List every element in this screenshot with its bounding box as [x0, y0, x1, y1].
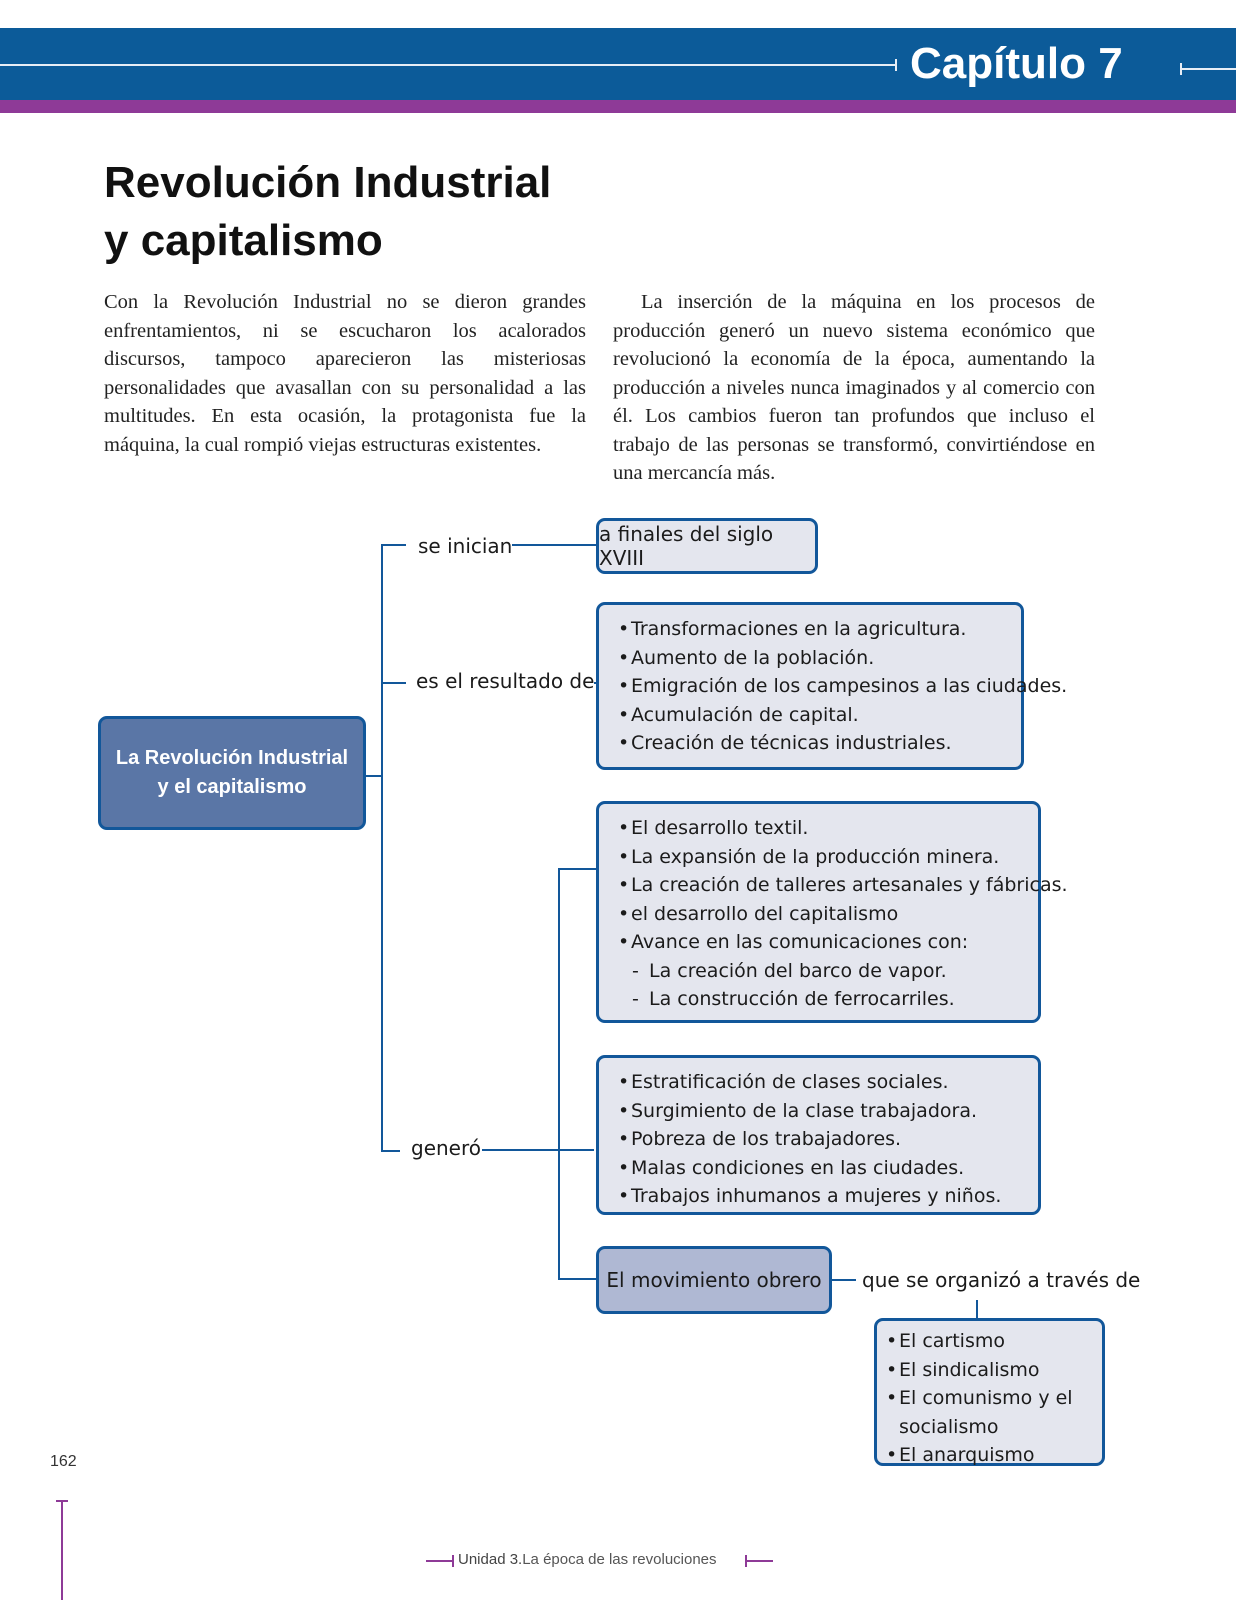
concept-main-node	[98, 716, 366, 830]
list-item: • La expansión de la producción minera.	[631, 843, 1038, 872]
chapter-header-stripe	[0, 100, 1236, 113]
list-item: • El desarrollo textil.	[631, 814, 1038, 843]
list-item: • El anarquismo	[899, 1441, 1102, 1470]
link-label-organizo: que se organizó a través de	[862, 1268, 1141, 1292]
header-rule-right	[1180, 68, 1236, 70]
formas-list	[899, 1327, 1102, 1470]
header-rule-left	[0, 64, 897, 66]
page-title-line-1: Revolución Industrial	[104, 158, 552, 207]
sub-list-item-text: La creación del barco de vapor.	[649, 959, 947, 982]
sub-list-item	[631, 957, 1038, 986]
list-item: • Emigración de los campesinos a las ciudades.	[631, 672, 1021, 701]
intro-paragraph-right: La inserción de la máquina en los procesos de producción generó un nuevo sistema económico que revolucionó la economía de la época, aumentando la producción a niveles nunca imaginados y al comercio con él. Los cambios fueron tan profundos que incluso el trabajo de las personas se transformó, convirtiéndose en una mercancía más.	[613, 291, 1095, 484]
causas-list	[631, 615, 1068, 758]
page-title-line-2: y capitalismo	[104, 216, 383, 265]
page-title	[104, 154, 664, 270]
footer-tick-right	[745, 1555, 747, 1567]
concept-node-siglo	[596, 518, 818, 574]
list-item: • Surgimiento de la clase trabajadora.	[631, 1097, 1038, 1126]
list-item: • El comunismo y el	[899, 1384, 1102, 1413]
list-item: • Acumulación de capital.	[631, 701, 1021, 730]
concept-node-causas	[596, 602, 1068, 770]
concept-node-consecuencias	[596, 1055, 1041, 1215]
link-label-se-inician: se inician	[418, 534, 513, 558]
header-rule-tick-right	[1180, 63, 1182, 75]
chapter-title: Capítulo 7	[910, 39, 1123, 88]
obrero-text: El movimiento obrero	[606, 1268, 822, 1292]
list-item: • Estratificación de clases sociales.	[631, 1068, 1038, 1097]
list-item: • Avance en las comunicaciones con:	[631, 928, 1038, 957]
concept-node-desarrollo	[596, 801, 1068, 1023]
list-item: • Trabajos inhumanos a mujeres y niños.	[631, 1182, 1038, 1211]
page-number: 162	[50, 1453, 77, 1470]
list-item: • El sindicalismo	[899, 1356, 1102, 1385]
intro-paragraph-left: Con la Revolución Industrial no se dieron grandes enfrentamientos, ni se escucharon los acalorados discursos, tampoco aparecieron las misteriosas personalidades que avasallan con su personalidad a las multitudes. En esta ocasión, la protagonista fue la máquina, la cual rompió viejas estructuras existentes.	[104, 291, 586, 456]
link-label-genero: generó	[411, 1136, 481, 1160]
link-label-resultado: es el resultado de	[416, 669, 595, 693]
main-node-line-2: y el capitalismo	[157, 776, 307, 798]
sub-list-item-text: La construcción de ferrocarriles.	[649, 988, 955, 1010]
header-rule-tick-left	[895, 59, 897, 71]
list-item: • Pobreza de los trabajadores.	[631, 1125, 1038, 1154]
footer-rule-left	[426, 1560, 454, 1562]
margin-bar-cap	[56, 1500, 68, 1502]
list-item: • La creación de talleres artesanales y fábricas.	[631, 871, 1038, 900]
footer-rule-right	[745, 1560, 773, 1562]
main-node-line-1: La Revolución Industrial	[115, 747, 349, 769]
footer-unit-title: La época de las revoluciones	[522, 1551, 717, 1568]
sub-list-item	[631, 985, 1038, 1014]
list-item: • Transformaciones en la agricultura.	[631, 615, 1021, 644]
list-item: • Malas condiciones en las ciudades.	[631, 1154, 1038, 1183]
footer-unit-number: Unidad 3.	[458, 1551, 523, 1568]
list-item: • Aumento de la población.	[631, 644, 1021, 673]
list-item: • Creación de técnicas industriales.	[631, 729, 1021, 758]
concept-node-movimiento-obrero	[596, 1246, 832, 1314]
footer-unit	[458, 1551, 717, 1568]
footer-tick-left	[452, 1555, 454, 1567]
list-item: • El cartismo	[899, 1327, 1102, 1356]
list-item-continuation: socialismo	[899, 1415, 999, 1438]
margin-bar	[61, 1500, 63, 1600]
list-item: • el desarrollo del capitalismo	[631, 900, 1038, 929]
consecuencias-list	[631, 1068, 1038, 1211]
concept-node-formas	[874, 1318, 1105, 1466]
desarrollo-list	[631, 814, 1068, 1014]
siglo-text: a finales del siglo XVIII	[599, 522, 774, 570]
